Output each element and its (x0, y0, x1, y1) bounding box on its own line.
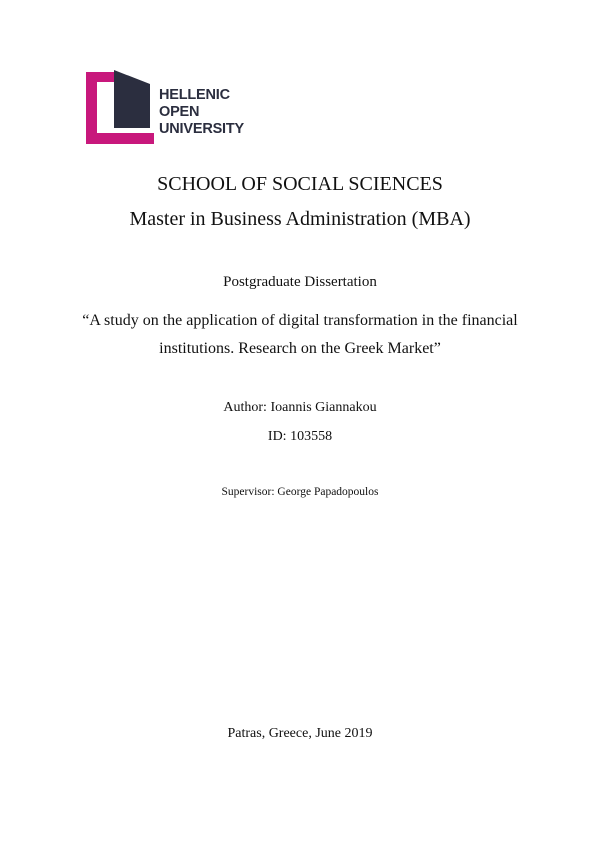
logo-wordmark (159, 87, 244, 138)
school-name: SCHOOL OF SOCIAL SCIENCES (157, 173, 443, 195)
student-id: ID: 103558 (267, 429, 333, 444)
document-type: Postgraduate Dissertation (223, 274, 377, 290)
author-line: Author: Ioannis Giannakou (223, 400, 377, 415)
logo-line-university: UNIVERSITY (159, 121, 245, 137)
university-logo (86, 70, 256, 146)
supervisor-line: Supervisor: George Papadopoulos (221, 486, 379, 498)
dissertation-title: “A study on the application of digital transformation in the financial institutions. Research on the Greek Market” (82, 312, 518, 357)
place-and-date: Patras, Greece, June 2019 (227, 726, 373, 741)
logo-line-open: OPEN (159, 104, 200, 120)
logo-line-hellenic: HELLENIC (159, 87, 230, 103)
hellenic-open-university-logo-mark (86, 70, 154, 144)
program-name: Master in Business Administration (MBA) (129, 208, 471, 230)
